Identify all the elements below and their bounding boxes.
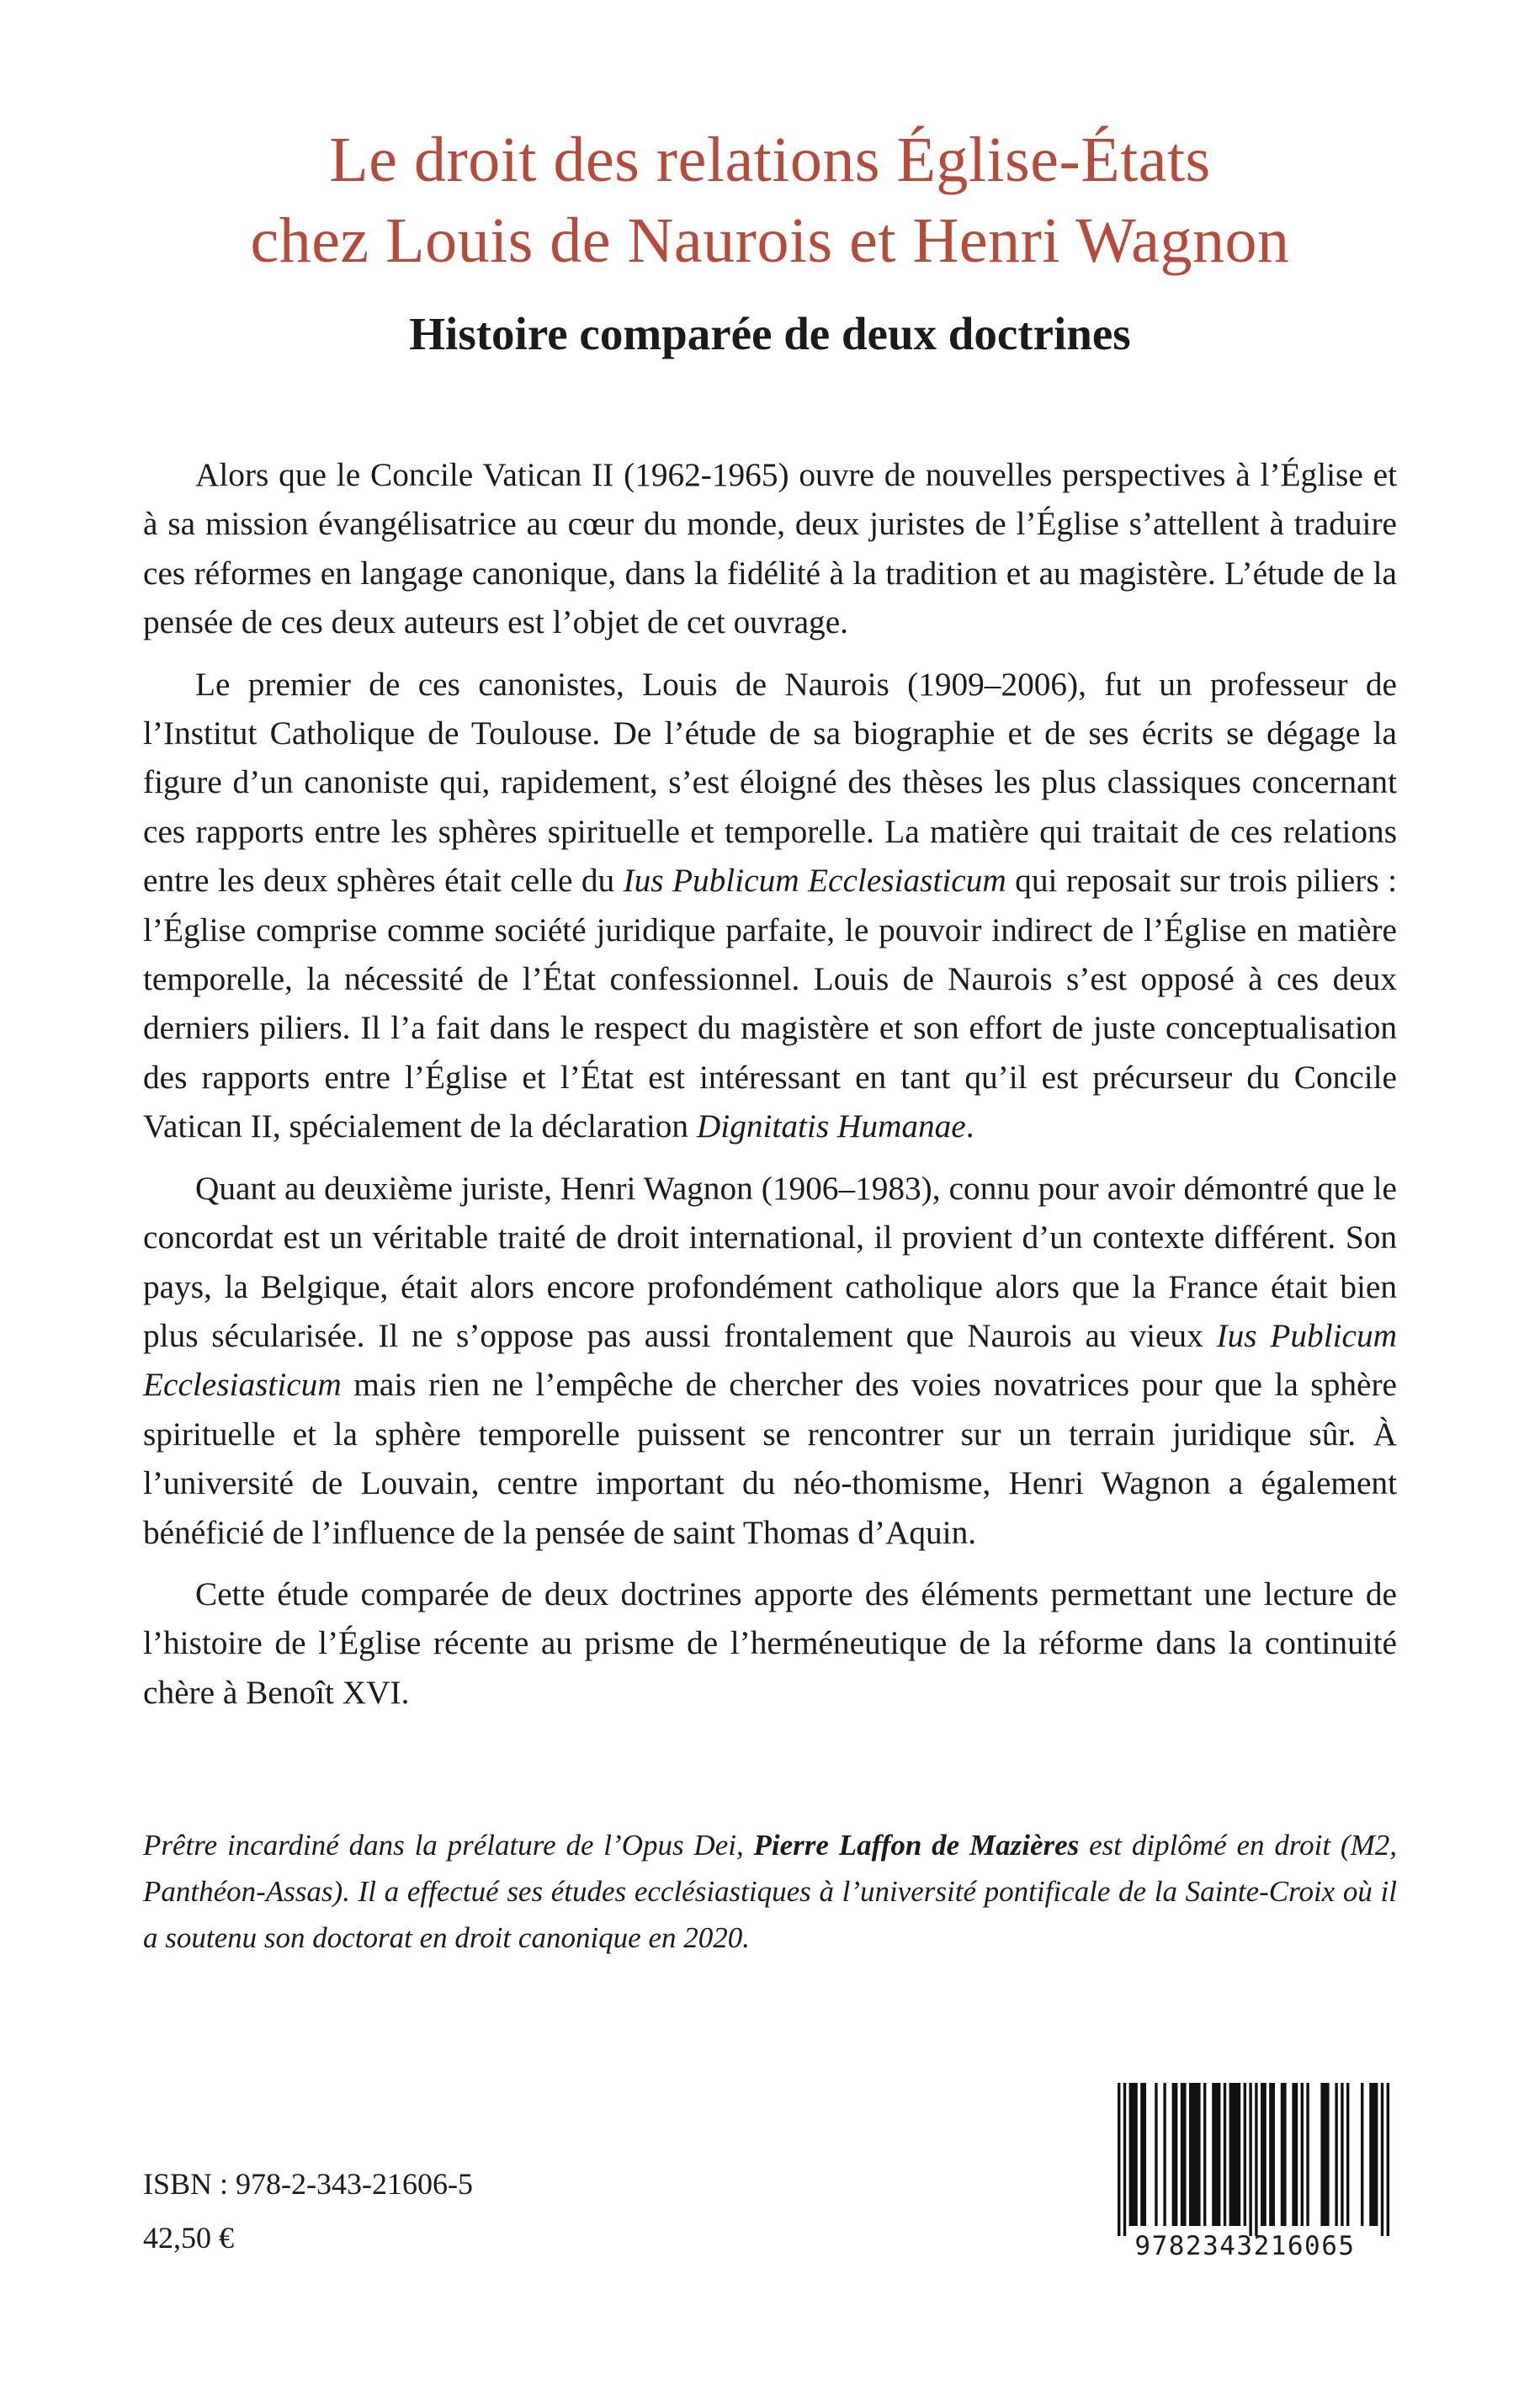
barcode: [1087, 2076, 1403, 2270]
paragraph-2-italic-1: Ius Publicum Ecclesiasticum: [623, 862, 1006, 900]
barcode-bar: [1301, 2083, 1304, 2226]
paragraph-3-text-a: Quant au deuxième juriste, Henri Wagnon (1906–1983), connu pour avoir démontré que le concordat est un véritable traité de droit international, il provient d’un contexte différent. Son pays, la Belgique, était alors encore profondément catholique alors que la France était bien plus sécularisée. Il ne s’oppose pas aussi frontalement que Naurois au vieux: [143, 1169, 1397, 1354]
barcode-bar: [1320, 2083, 1329, 2226]
paragraph-3-italic: Ius Publicum Ecclesiasticum: [143, 1316, 1397, 1404]
price: 42,50 €: [143, 2221, 234, 2255]
author-name: Pierre Laffon de Mazières: [753, 1829, 1080, 1862]
barcode-bar: [1269, 2083, 1275, 2226]
barcode-bars: [1087, 2076, 1403, 2236]
barcode-bar: [1292, 2083, 1298, 2226]
barcode-guard-bar: [1255, 2083, 1257, 2236]
barcode-guard-bar: [1249, 2083, 1251, 2236]
barcode-bar: [1172, 2083, 1178, 2226]
author-bio: [143, 1822, 1397, 1961]
barcode-bar: [1306, 2083, 1309, 2226]
paragraph-4: Cette étude comparée de deux doctrines apporte des éléments permettant une lecture de l’histoire de l’Église récente au prisme de l’herméneutique de la réforme dans la continuité chère à Benoît XVI.: [143, 1575, 1397, 1711]
paragraph-1: Alors que le Concile Vatican II (1962-1965) ouvre de nouvelles perspectives à l’Église et à sa mission évangélisatrice au cœur du monde, deux juristes de l’Église s’attellent à traduire ces réformes en langage canonique, dans la fidélité à la tradition et au magistère. L’étude de la pensée de ces deux auteurs est l’objet de cet ouvrage.: [143, 456, 1397, 641]
barcode-bar: [1163, 2083, 1166, 2226]
barcode-bar: [1229, 2083, 1241, 2226]
barcode-bar: [1244, 2083, 1246, 2226]
book-title: [0, 120, 1540, 281]
paragraph-2-text-a: Le premier de ces canonistes, Louis de Naurois (1909–2006), fut un professeur de l’Institut Catholique de Toulouse. De l’étude de sa biographie et de ses écrits se dégage la figure d’un canoniste qui, rapidement, s’est éloigné des thèses les plus classiques concernant ces rapports entre les sphères spirituelle et temporelle. La matière qui traitait de ces relations entre les deux sphères était celle du: [143, 665, 1397, 900]
paragraph-2: [143, 660, 1397, 1151]
paragraph-2-italic-2: Dignitatis Humanae: [696, 1108, 966, 1145]
isbn: ISBN : 978-2-343-21606-5: [143, 2167, 473, 2201]
barcode-guard-bar: [1381, 2083, 1383, 2236]
barcode-bar: [1346, 2083, 1349, 2226]
barcode-guard-bar: [1118, 2083, 1120, 2236]
paragraph-3: [143, 1164, 1397, 1557]
barcode-guard-bar: [1123, 2083, 1126, 2236]
barcode-bar: [1189, 2083, 1201, 2226]
paragraph-3-text-b: mais rien ne l’empêche de chercher des voies novatrices pour que la sphère spirituelle et la sphère temporelle puissent se rencontrer sur un terrain juridique sûr. À l’université de Louvain, centre important du néo-thomisme, Henri Wagnon a également bénéficié de l’influence de la pensée de saint Thomas d’Aquin.: [143, 1366, 1397, 1551]
paragraph-2-text-c: .: [965, 1108, 974, 1145]
title-line-2: chez Louis de Naurois et Henri Wagnon: [250, 205, 1290, 276]
barcode-bar: [1181, 2083, 1187, 2226]
barcode-bar: [1155, 2083, 1157, 2226]
bio-text-a: Prêtre incardiné dans la prélature de l’Opus Dei,: [143, 1829, 754, 1862]
barcode-bar: [1203, 2083, 1206, 2226]
barcode-bar: [1361, 2083, 1363, 2226]
barcode-bar: [1281, 2083, 1287, 2226]
barcode-bar: [1341, 2083, 1343, 2226]
barcode-bar: [1369, 2083, 1378, 2226]
barcode-bar: [1224, 2083, 1226, 2226]
bio-text-b: est diplômé en droit (M2, Panthéon-Assas). Il a effectué ses études ecclésiastiques à l’université pontificale de la Sainte-Croix où il a soutenu son doctorat en droit canonique en 2020.: [143, 1829, 1397, 1954]
barcode-bar: [1335, 2083, 1337, 2226]
barcode-bar: [1129, 2083, 1138, 2226]
barcode-bar: [1212, 2083, 1220, 2226]
barcode-digits: 9782343216065: [1134, 2231, 1356, 2261]
barcode-bar: [1261, 2083, 1267, 2226]
blurb: [143, 450, 1397, 1729]
barcode-guard-bar: [1387, 2083, 1389, 2236]
barcode-bar: [1140, 2083, 1146, 2226]
book-subtitle: Histoire comparée de deux doctrines: [409, 308, 1131, 359]
title-line-1: Le droit des relations Église-États: [329, 125, 1211, 195]
paragraph-2-text-b: qui reposait sur trois piliers : l’Église comprise comme société juridique parfaite, le pouvoir indirect de l’Église en matière temporelle, la nécessité de l’État confessionnel. Louis de Naurois s’est opposé à ces deux derniers piliers. Il l’a fait dans le respect du magistère et son effort de juste conceptualisation des rapports entre l’Église et l’État est intéressant en tant qu’il est précurseur du Concile Vatican II, spécialement de la déclaration: [143, 862, 1397, 1145]
